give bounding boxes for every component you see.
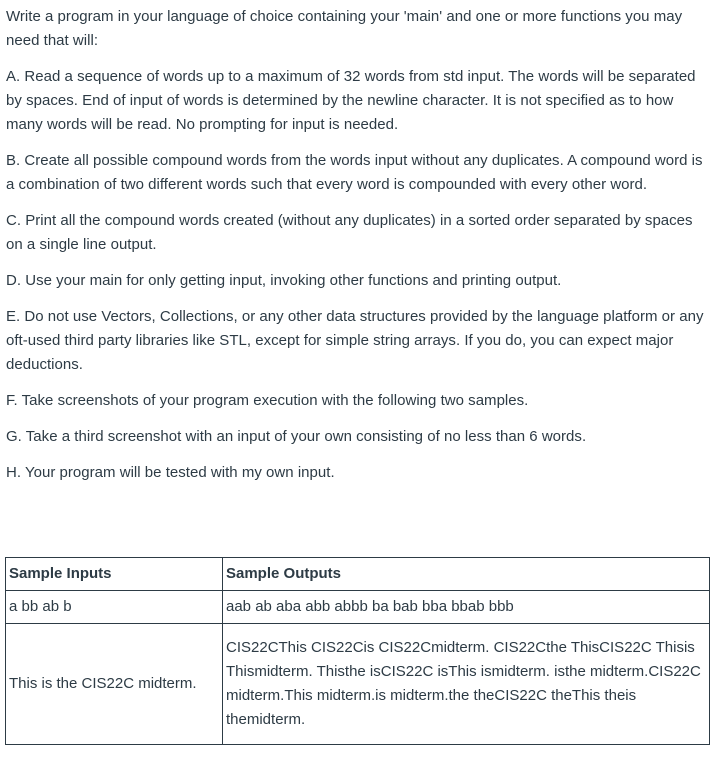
instruction-g: G. Take a third screenshot with an input of your own consisting of no less than 6 words. (6, 428, 587, 445)
instruction-b: B. Create all possible compound words from the words input without any duplicates. A compound word is a combination of two different words such that every word is compounded with every other word. (6, 152, 703, 193)
instruction-e: E. Do not use Vectors, Collections, or any other data structures provided by the language platform or any oft-used third party libraries like STL, except for simple string arrays. If you do, you can expect major deductions. (6, 308, 704, 373)
sample-output-cell: CIS22CThis CIS22Cis CIS22Cmidterm. CIS22Cthe ThisCIS22C Thisis Thismidterm. Thisthe isCIS22C isThis ismidterm. isthe midterm.CIS22C midterm.This midterm.is midterm.the theCIS22C theThis theis themidterm. (223, 624, 710, 745)
samples-table (5, 557, 710, 745)
sample-output-cell: aab ab aba abb abbb ba bab bba bbab bbb (223, 591, 710, 624)
instruction-c: C. Print all the compound words created (without any duplicates) in a sorted order separated by spaces on a single line output. (6, 212, 693, 253)
assignment-instructions (6, 5, 712, 485)
sample-input-cell: This is the CIS22C midterm. (6, 624, 223, 745)
table-row (6, 591, 710, 624)
header-sample-inputs: Sample Inputs (6, 558, 223, 591)
header-sample-outputs: Sample Outputs (223, 558, 710, 591)
instruction-d: D. Use your main for only getting input, invoking other functions and printing output. (6, 272, 562, 289)
table-row (6, 624, 710, 745)
table-header-row (6, 558, 710, 591)
instruction-h: H. Your program will be tested with my own input. (6, 464, 335, 481)
intro-paragraph: Write a program in your language of choice containing your 'main' and one or more functions you may need that will: (6, 8, 683, 49)
instruction-a: A. Read a sequence of words up to a maximum of 32 words from std input. The words will be separated by spaces. End of input of words is determined by the newline character. It is not specified as to how many words will be read. No prompting for input is needed. (6, 68, 696, 133)
sample-input-cell: a bb ab b (6, 591, 223, 624)
samples-table-wrapper (5, 557, 710, 745)
instruction-f: F. Take screenshots of your program execution with the following two samples. (6, 392, 529, 409)
